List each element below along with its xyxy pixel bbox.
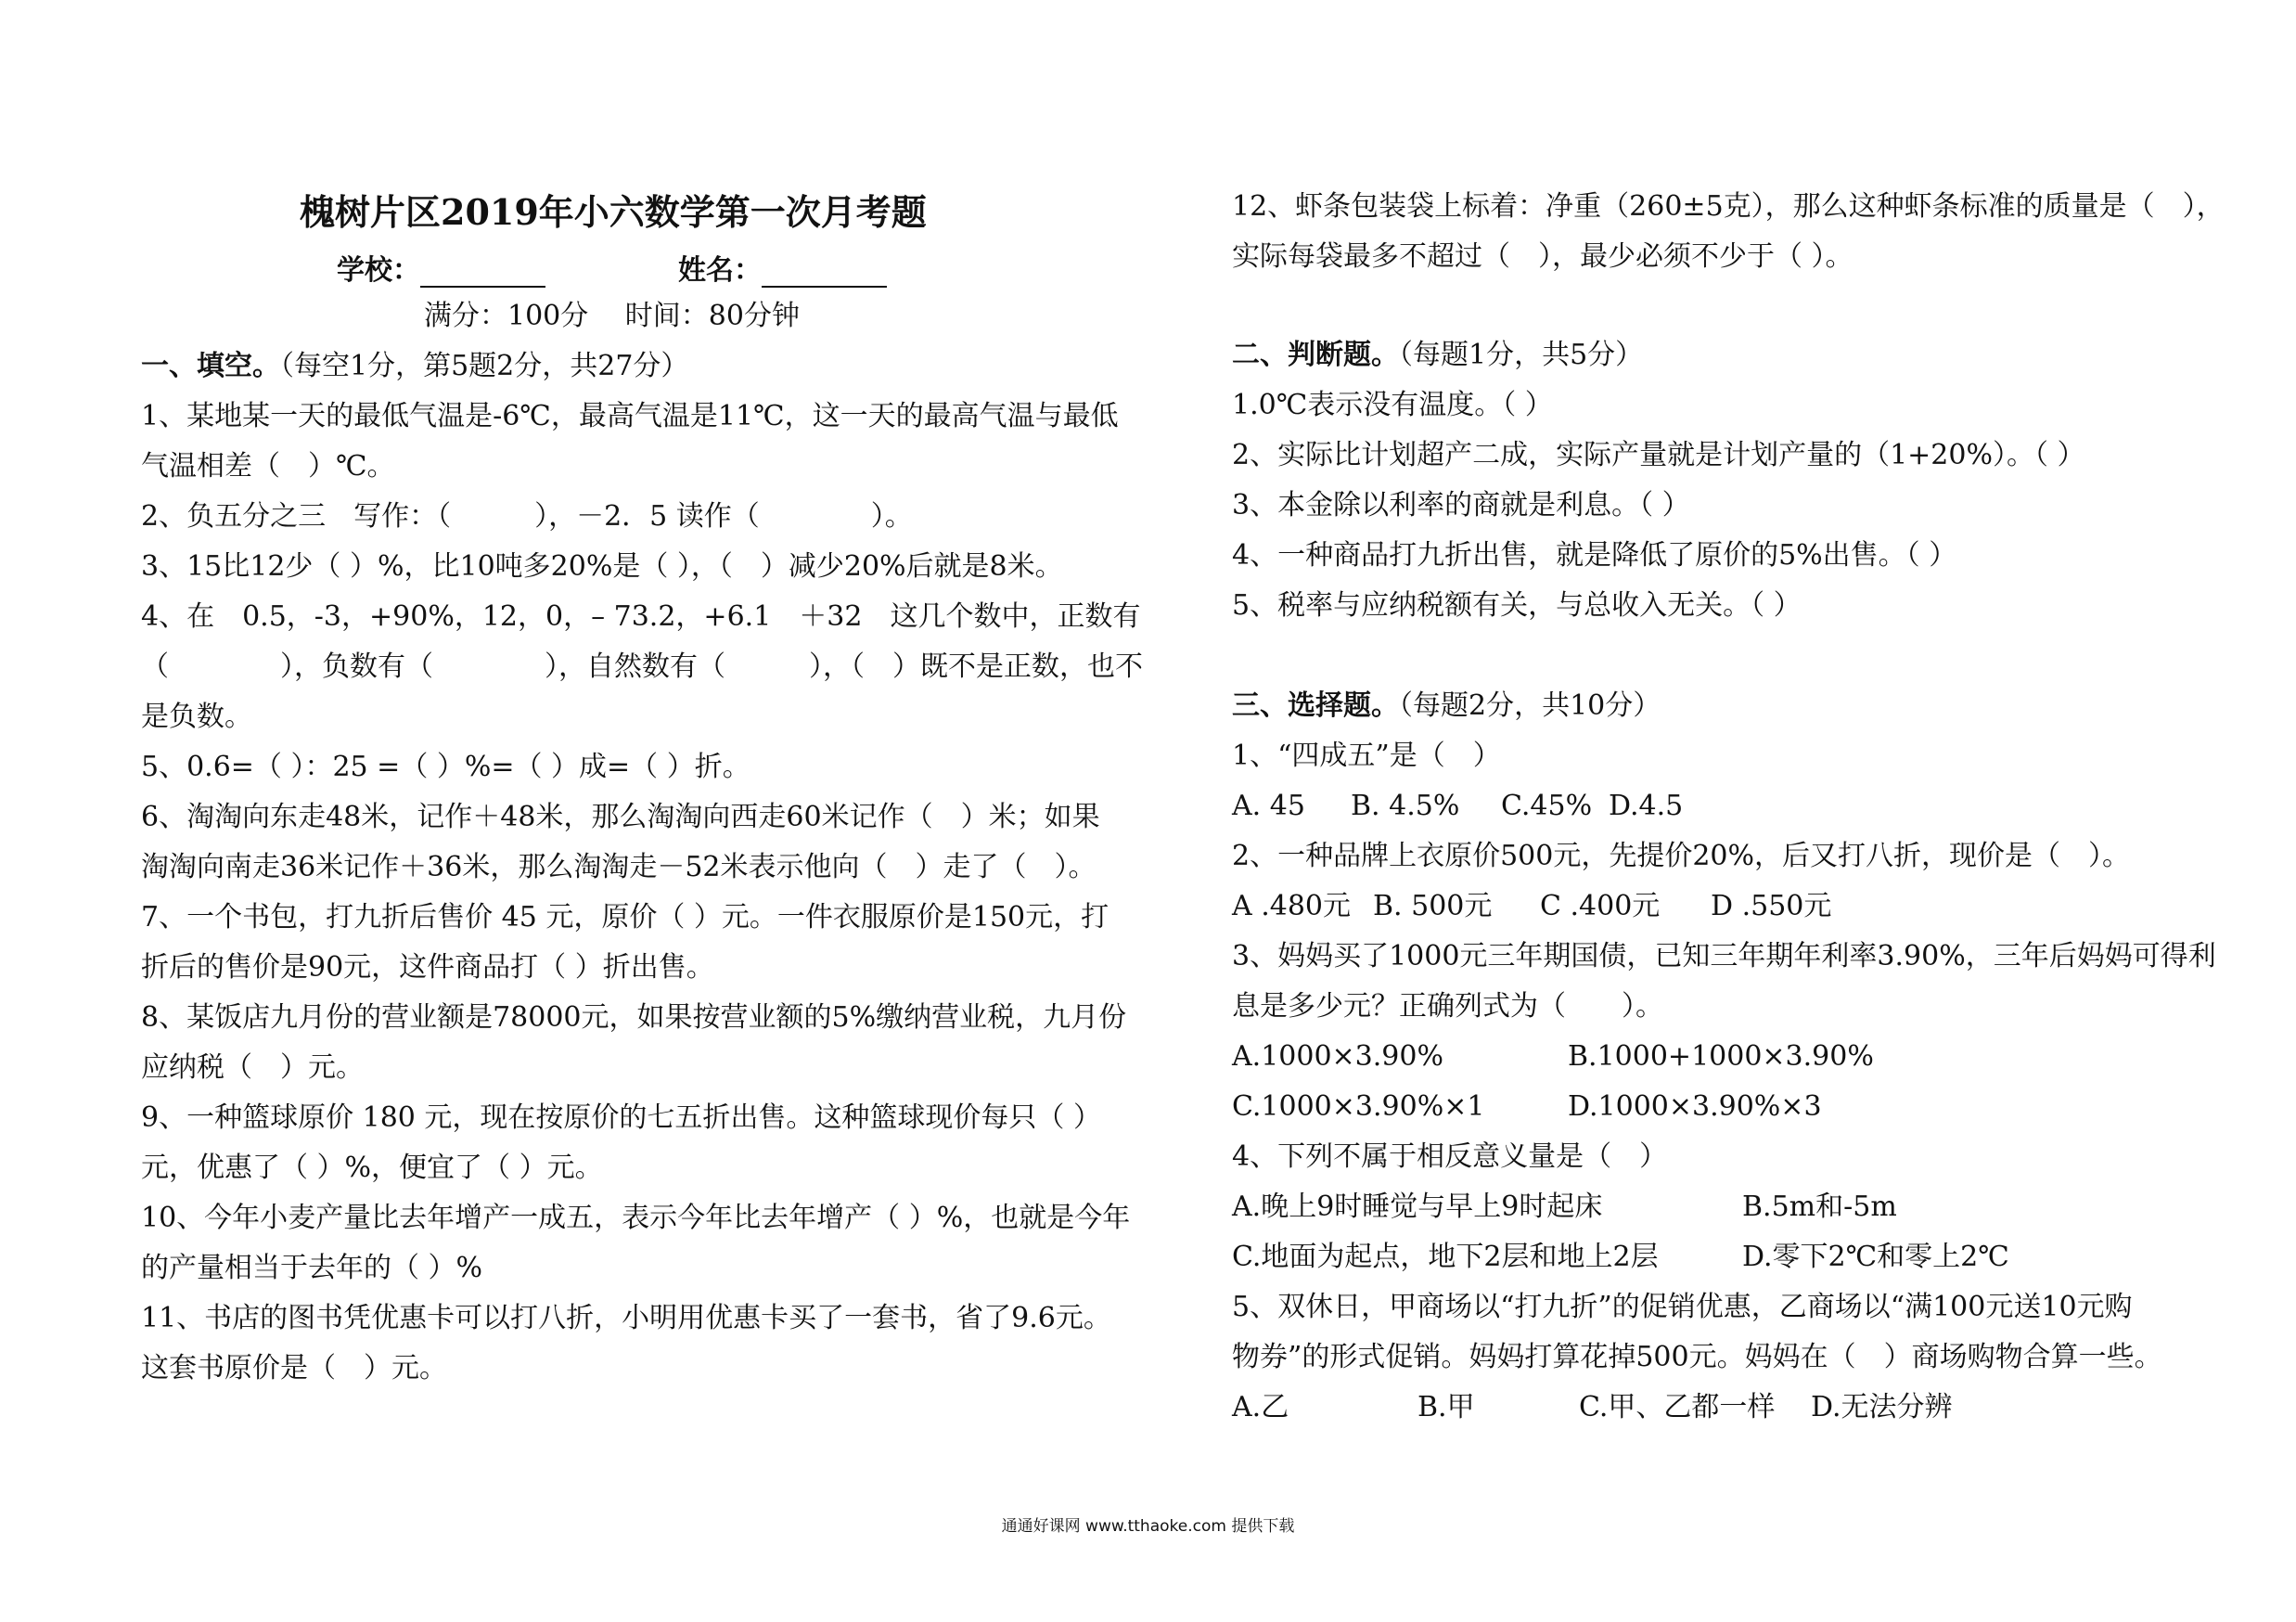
- left-line: 折后的售价是90元，这件商品打（ ）折出售。: [141, 951, 714, 984]
- left-line: 7、一个书包，打九折后售价 45 元，原价（ ）元。一件衣服原价是150元，打: [141, 901, 1110, 933]
- choice-option: B. 4.5%: [1351, 790, 1460, 822]
- left-line: 10、今年小麦产量比去年增产一成五，表示今年比去年增产（ ）%，也就是今年: [141, 1202, 1131, 1234]
- choice-question: 1、“四成五”是（ ）: [1232, 740, 1501, 772]
- judge-item: 1.0℃表示没有温度。（ ）: [1232, 389, 1553, 421]
- choice-option: C.1000×3.90%×1: [1232, 1090, 1485, 1123]
- choice-option: D.无法分辨: [1811, 1391, 1953, 1423]
- school-blank: [420, 258, 545, 288]
- left-line: 应纳税（ ）元。: [141, 1051, 364, 1084]
- judge-item: 2、实际比计划超产二成，实际产量就是计划产量的（1+20%）。（ ）: [1232, 439, 2085, 471]
- section3-heading: [1232, 681, 1661, 731]
- page-title: 槐树片区2019年小六数学第一次月考题: [300, 191, 927, 233]
- section3-note: （每题2分，共10分）: [1399, 689, 1661, 722]
- section1-heading: [141, 341, 688, 392]
- footer-credit: 通通好课网 www.tthaoke.com 提供下载: [1001, 1517, 1295, 1536]
- right-line: 12、虾条包装袋上标着：净重（260±5克），那么这种虾条标准的质量是（ ），: [1232, 190, 2225, 223]
- choice-question: 4、下列不属于相反意义量是（ ）: [1232, 1140, 1668, 1173]
- left-line: 1、某地某一天的最低气温是-6℃，最高气温是11℃，这一天的最高气温与最低: [141, 400, 1119, 432]
- choice-option: C .400元: [1540, 890, 1661, 922]
- choice-question: 物券”的形式促销。妈妈打算花掉500元。妈妈在（ ）商场购物合算一些。: [1232, 1341, 2162, 1373]
- left-line: 的产量相当于去年的（ ）%: [141, 1252, 483, 1284]
- choice-option: A .480元: [1232, 890, 1351, 922]
- name-blank: [762, 258, 887, 288]
- school-label: 学校：: [337, 254, 420, 287]
- choice-option: C.地面为起点，地下2层和地上2层: [1232, 1241, 1659, 1273]
- choice-option: B.1000+1000×3.90%: [1568, 1040, 1874, 1073]
- left-line: 这套书原价是（ ）元。: [141, 1352, 447, 1384]
- choice-option: B. 500元: [1373, 890, 1493, 922]
- choice-option: B.甲: [1417, 1391, 1475, 1423]
- choice-option: A. 45: [1232, 790, 1305, 822]
- left-line: 2、负五分之三 写作：（ ），－2．5 读作（ ）。: [141, 500, 913, 533]
- section1-note: （每空1分，第5题2分，共27分）: [280, 350, 689, 382]
- choice-option: C.甲、乙都一样: [1579, 1391, 1776, 1423]
- choice-option: D.1000×3.90%×3: [1568, 1090, 1822, 1123]
- name-label: 姓名：: [678, 254, 762, 287]
- left-line: 3、15比12少（ ）%，比10吨多20%是（ ），（ ）减少20%后就是8米。: [141, 550, 1063, 583]
- school-field: [337, 247, 545, 288]
- left-line: （ ），负数有（ ），自然数有（ ），（ ）既不是正数，也不: [141, 650, 1143, 683]
- choice-option: C.45%: [1501, 790, 1593, 822]
- choice-question: 3、妈妈买了1000元三年期国债，已知三年期年利率3.90%，三年后妈妈可得利: [1232, 940, 2216, 972]
- choice-option: D.4.5: [1609, 790, 1684, 822]
- left-line: 气温相差（ ）℃。: [141, 450, 395, 483]
- choice-option: D.零下2℃和零上2℃: [1742, 1241, 2009, 1273]
- left-line: 8、某饭店九月份的营业额是78000元，如果按营业额的5%缴纳营业税，九月份: [141, 1001, 1127, 1034]
- score-time: 满分：100分 时间：80分钟: [424, 300, 800, 332]
- choice-option: A.乙: [1232, 1391, 1289, 1423]
- section1-title: 一、填空。: [141, 350, 280, 382]
- left-line: 5、0.6=（ ）：25 =（ ）%=（ ）成=（ ）折。: [141, 751, 750, 783]
- right-line: 实际每袋最多不超过（ ），最少必须不少于（ ）。: [1232, 240, 1853, 273]
- section2-heading: [1232, 330, 1643, 380]
- choice-option: A.1000×3.90%: [1232, 1040, 1443, 1073]
- left-line: 6、淘淘向东走48米，记作＋48米，那么淘淘向西走60米记作（ ）米；如果: [141, 801, 1100, 833]
- section2-title: 二、判断题。: [1232, 339, 1399, 371]
- name-field: [678, 247, 887, 288]
- choice-option: D .550元: [1711, 890, 1832, 922]
- left-line: 11、书店的图书凭优惠卡可以打八折，小明用优惠卡买了一套书，省了9.6元。: [141, 1302, 1111, 1334]
- judge-item: 4、一种商品打九折出售，就是降低了原价的5%出售。（ ）: [1232, 539, 1957, 572]
- judge-item: 3、本金除以利率的商就是利息。（ ）: [1232, 489, 1690, 521]
- choice-option: A.晚上9时睡觉与早上9时起床: [1232, 1191, 1603, 1223]
- left-line: 淘淘向南走36米记作＋36米，那么淘淘走－52米表示他向（ ）走了（ ）。: [141, 851, 1097, 883]
- left-line: 元，优惠了（ ）%，便宜了（ ）元。: [141, 1152, 603, 1184]
- left-line: 4、在 0.5，-3，+90%，12，0，– 73.2，+6.1 ＋32 这几个数中，正数有: [141, 600, 1141, 633]
- choice-question: 5、双休日，甲商场以“打九折”的促销优惠，乙商场以“满100元送10元购: [1232, 1291, 2133, 1323]
- left-line: 是负数。: [141, 701, 252, 733]
- section3-title: 三、选择题。: [1232, 689, 1399, 722]
- choice-option: B.5m和-5m: [1742, 1191, 1897, 1223]
- choice-question: 2、一种品牌上衣原价500元，先提价20%，后又打八折，现价是（ ）。: [1232, 840, 2131, 872]
- left-line: 9、一种篮球原价 180 元，现在按原价的七五折出售。这种篮球现价每只（ ）: [141, 1101, 1101, 1134]
- choice-question: 息是多少元？正确列式为（ ）。: [1232, 990, 1663, 1023]
- judge-item: 5、税率与应纳税额有关，与总收入无关。（ ）: [1232, 589, 1802, 622]
- section2-note: （每题1分，共5分）: [1399, 339, 1644, 371]
